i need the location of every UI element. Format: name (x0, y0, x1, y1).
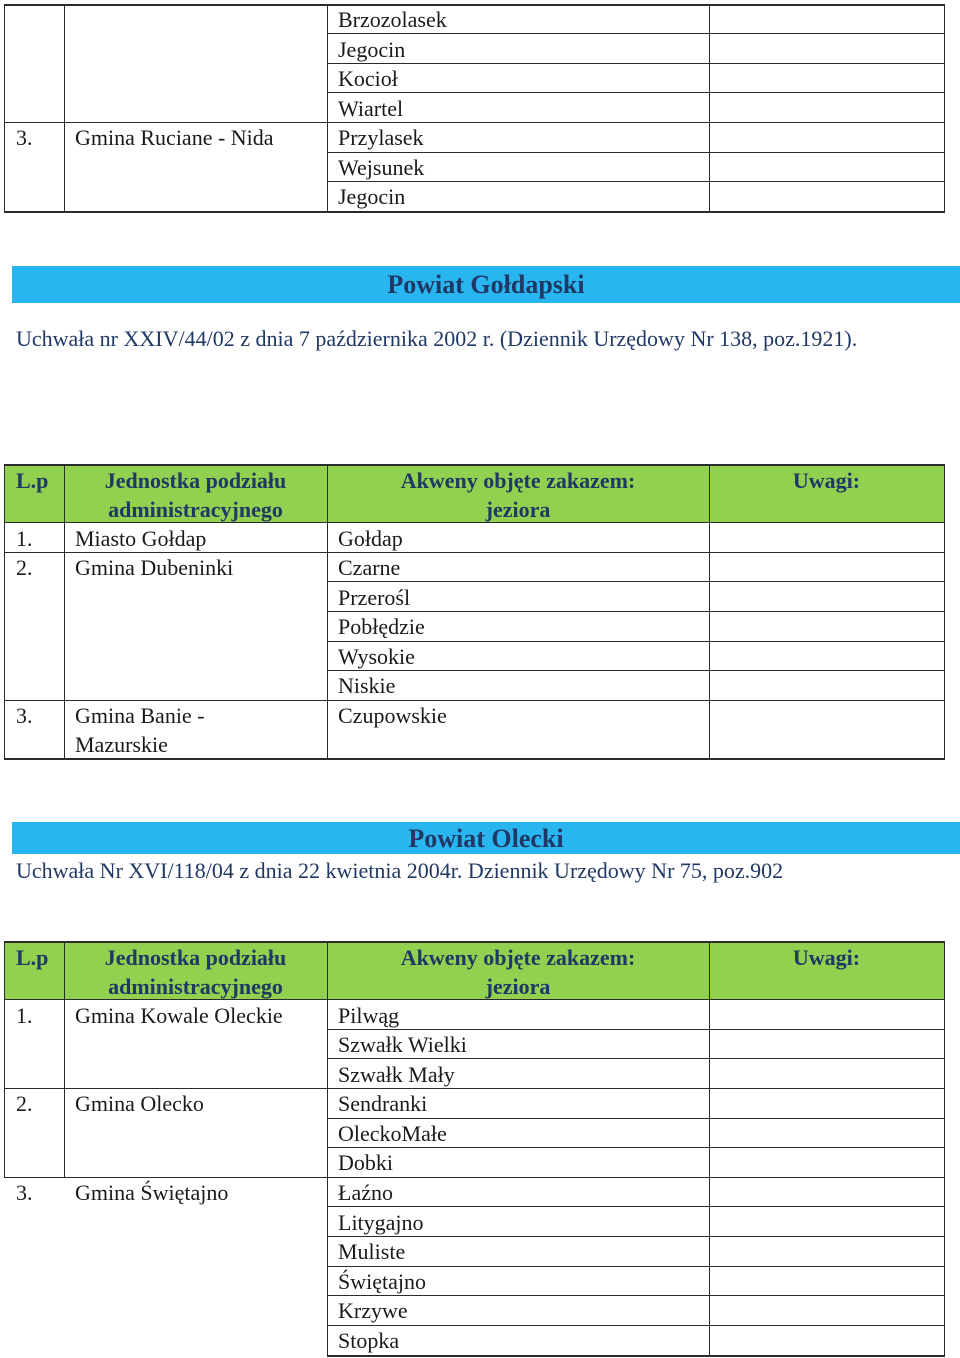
unit-cell: Gmina Świętajno (75, 1180, 229, 1205)
header-unit-line2: administracyjnego (108, 497, 283, 522)
section-title-goldap: Powiat Gołdapski (12, 266, 960, 303)
lake-cell: Jegocin (338, 37, 406, 62)
header-lakes-line2: jeziora (485, 497, 551, 522)
section-title-olecko: Powiat Olecki (12, 822, 960, 854)
header-unit-line1: Jednostka podziału (104, 945, 287, 970)
lake-cell: Jegocin (338, 184, 406, 209)
lp-cell: 3. (16, 125, 33, 150)
header-unit-line1: Jednostka podziału (104, 468, 287, 493)
lake-cell: Czarne (338, 555, 401, 580)
lake-cell: Pilwąg (338, 1003, 400, 1028)
lp-cell: 2. (16, 1091, 33, 1116)
lp-cell: 1. (16, 526, 33, 551)
resolution-text-goldap: Uchwała nr XXIV/44/02 z dnia 7 października 2002 r. (Dziennik Urzędowy Nr 138, poz.1921). (16, 326, 858, 351)
lake-cell: Sendranki (338, 1091, 428, 1116)
unit-cell: Miasto Gołdap (75, 526, 207, 551)
resolution-text-olecko: Uchwała Nr XVI/118/04 z dnia 22 kwietnia 2004r. Dziennik Urzędowy Nr 75, poz.902 (16, 858, 784, 883)
header-lakes-line1: Akweny objęte zakazem: (400, 468, 636, 493)
lake-cell: Stopka (338, 1328, 400, 1353)
header-lp: L.p (16, 468, 49, 493)
lake-cell: Wejsunek (338, 155, 425, 180)
header-notes: Uwagi: (792, 945, 861, 970)
unit-cell: Gmina Kowale Oleckie (75, 1003, 283, 1028)
unit-cell: Gmina Dubeninki (75, 555, 234, 580)
lake-cell: Czupowskie (338, 703, 447, 728)
unit-cell: Gmina Olecko (75, 1091, 204, 1116)
lake-cell: Kocioł (338, 66, 398, 91)
unit-cell-line2: Mazurskie (75, 732, 168, 757)
lake-cell: Szwałk Wielki (338, 1032, 467, 1057)
lp-cell: 1. (16, 1003, 33, 1028)
unit-cell: Gmina Ruciane - Nida (75, 125, 274, 150)
lake-cell: Litygajno (338, 1210, 424, 1235)
lake-cell: Przylasek (338, 125, 424, 150)
header-lp: L.p (16, 945, 49, 970)
lake-cell: Szwałk Mały (338, 1062, 455, 1087)
lake-cell: Brzozolasek (338, 7, 447, 32)
lake-cell: Świętajno (338, 1269, 426, 1294)
header-lakes-line1: Akweny objęte zakazem: (400, 945, 636, 970)
lake-cell: OleckoMałe (338, 1121, 447, 1146)
unit-cell-line1: Gmina Banie - (75, 703, 205, 728)
lake-cell: Niskie (338, 673, 396, 698)
lake-cell: Wiartel (338, 96, 404, 121)
lake-cell: Krzywe (338, 1298, 408, 1323)
lake-cell: Muliste (338, 1239, 406, 1264)
lake-cell: Dobki (338, 1150, 393, 1175)
lp-cell: 3. (16, 703, 33, 728)
lake-cell: Wysokie (338, 644, 415, 669)
lake-cell: Łaźno (338, 1180, 393, 1205)
lake-cell: Gołdap (338, 526, 403, 551)
lake-cell: Przerośl (338, 585, 411, 610)
header-lakes-line2: jeziora (485, 974, 551, 999)
lp-cell: 3. (16, 1180, 33, 1205)
lp-cell: 2. (16, 555, 33, 580)
header-notes: Uwagi: (792, 468, 861, 493)
header-unit-line2: administracyjnego (108, 974, 283, 999)
lake-cell: Pobłędzie (338, 614, 425, 639)
